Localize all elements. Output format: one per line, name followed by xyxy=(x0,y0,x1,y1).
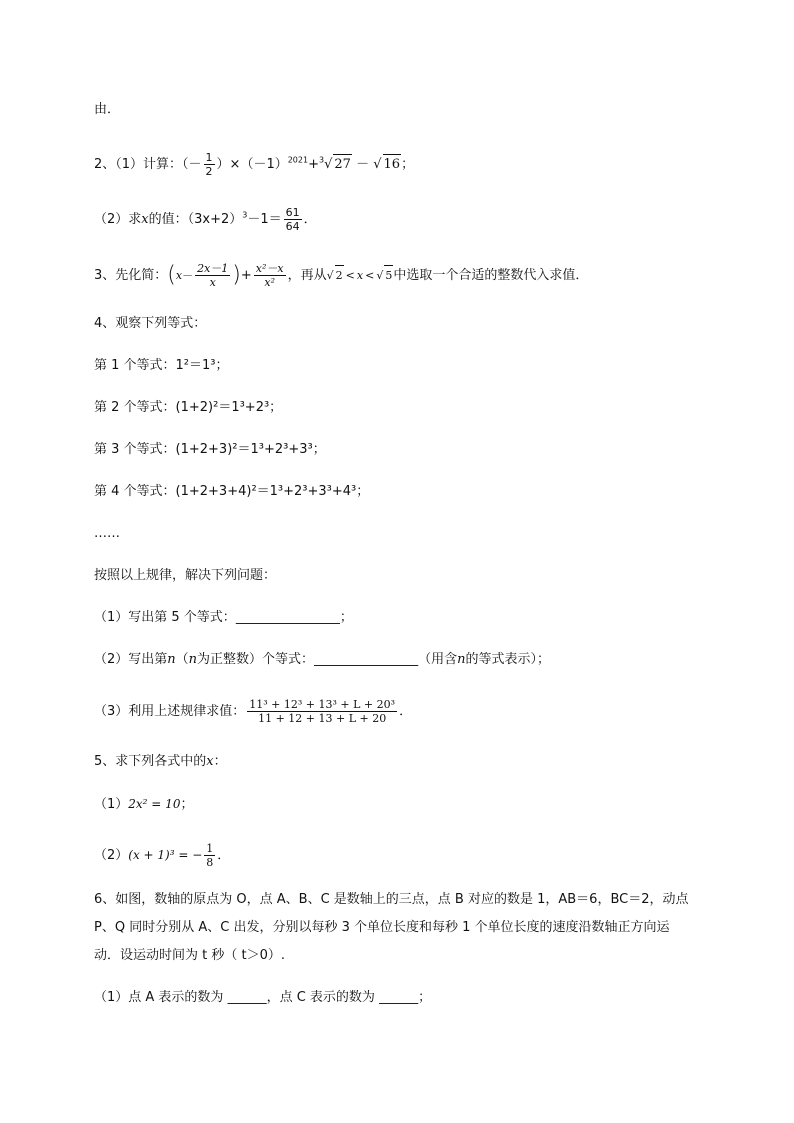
q4-sub2 xyxy=(94,650,550,670)
q4-sub2-mid1: （ xyxy=(175,652,189,667)
q2-part2-end: ． xyxy=(303,212,317,227)
radical-sign-icon: √ xyxy=(373,157,382,172)
cube-root-index: 3 xyxy=(318,155,325,165)
q5-sub2-prefix: （2） xyxy=(94,848,129,863)
q4-sub3-prefix: （3）利用上述规律求值： xyxy=(94,704,246,719)
q5-sub2 xyxy=(94,842,230,869)
q4-instruction: 按照以上规律，解决下列问题： xyxy=(94,568,277,583)
right-paren-icon: ) xyxy=(232,262,241,288)
exponent-3: 3 xyxy=(242,210,248,220)
fraction-denominator: 2 xyxy=(205,165,213,178)
q3-end: 中选取一个合适的整数代入求值． xyxy=(393,268,589,283)
q4-sub3 xyxy=(94,698,412,725)
less-than: < xyxy=(345,269,355,282)
q2-part2-mid: 的值：（3x+2） xyxy=(148,212,243,227)
q6-line-3: 动．设运动时间为 t 秒（ t＞0）. xyxy=(94,948,285,963)
q4-sub2-mid3: （用含 xyxy=(418,652,458,667)
q3-prefix: 3、先化简： xyxy=(94,268,168,283)
q5-sub1 xyxy=(94,794,193,815)
q2-part2 xyxy=(94,206,317,233)
q3-plus: + xyxy=(240,268,252,283)
radical-sign-icon: √ xyxy=(326,269,334,282)
q5-title xyxy=(94,752,227,772)
fraction-denominator: 8 xyxy=(206,856,214,869)
radicand-2: 2 xyxy=(335,265,344,286)
q4-equation-2: 第 2 个等式：(1+2)²＝1³+2³； xyxy=(94,400,283,415)
q5-sub2-lhs: (x + 1)³ = − xyxy=(128,848,203,862)
fraction-denominator: x xyxy=(209,276,216,289)
q5-sub2-end: ． xyxy=(217,848,231,863)
q3-line xyxy=(94,262,588,289)
fraction-one-half xyxy=(204,151,215,178)
q4-title: 4、观察下列等式： xyxy=(94,316,207,331)
q4-sub1-prefix: （1）写出第 5 个等式： xyxy=(94,610,236,625)
q6-sub1 xyxy=(94,988,431,1008)
radical-sign-icon: √ xyxy=(376,269,384,282)
radicand-16: 16 xyxy=(383,154,402,175)
fraction-denominator: 11 + 12 + 13 + L + 20 xyxy=(258,712,387,725)
q2-part2-eq: －1＝ xyxy=(247,212,282,227)
fraction-numerator: 11³ + 12³ + 13³ + L + 20³ xyxy=(249,698,396,711)
q3-mid: ，再从 xyxy=(287,268,327,283)
q3-fraction-2 xyxy=(254,262,286,289)
answer-blank: ________________ xyxy=(314,652,419,667)
q4-sub1-end: ； xyxy=(339,610,353,625)
q4-equation-3: 第 3 个等式：(1+2+3)²＝1³+2³+3³； xyxy=(94,442,326,457)
q4-sub3-fraction xyxy=(247,698,397,725)
plus-sign: + xyxy=(308,157,319,172)
minus-sign: － xyxy=(356,157,370,172)
q4-sub2-prefix: （2）写出第 xyxy=(94,652,168,667)
fraction-numerator: x²－x xyxy=(255,262,284,275)
q4-ellipsis: …… xyxy=(94,526,120,541)
left-paren-icon: ( xyxy=(167,262,176,288)
answer-blank: ________________ xyxy=(235,610,340,625)
q2-part1-end: ； xyxy=(401,157,415,172)
radicand-27: 27 xyxy=(333,154,352,175)
q5-sub1-prefix: （1） xyxy=(94,797,129,812)
prev-question-tail: 由． xyxy=(94,102,121,117)
q6-line-2: P、Q 同时分别从 A、C 出发，分别以每秒 3 个单位长度和每秒 1 个单位长度的速度沿数轴正方向运 xyxy=(94,920,670,935)
radicand-5: 5 xyxy=(384,265,393,286)
exponent-2021: 2021 xyxy=(287,155,309,165)
q2-part1-mid: ）×（－1） xyxy=(216,157,288,172)
q2-part1 xyxy=(94,151,414,178)
fraction-denominator: 64 xyxy=(285,220,300,233)
less-than: < xyxy=(365,269,375,282)
answer-blank: ______ xyxy=(227,990,267,1005)
fraction-61-64 xyxy=(284,206,302,233)
q4-sub3-end: ． xyxy=(399,704,413,719)
variable-n: n xyxy=(188,652,198,667)
variable-n: n xyxy=(167,652,176,667)
q3-inner-x: x xyxy=(175,269,183,282)
q5-title-end: ： xyxy=(213,754,227,769)
q4-sub2-mid2: 为正整数）个等式： xyxy=(197,652,315,667)
q2-part2-prefix: （2）求 xyxy=(94,212,142,227)
variable-x: x xyxy=(141,212,149,227)
q4-sub1 xyxy=(94,608,353,628)
radical-sign-icon: √ xyxy=(324,157,333,172)
q6-sub1-mid: ，点 C 表示的数为 xyxy=(266,990,375,1005)
variable-x: x xyxy=(356,269,364,282)
q4-sub2-end: 的等式表示）； xyxy=(465,652,550,667)
q3-minus: － xyxy=(182,269,194,282)
fraction-numerator: 2x－1 xyxy=(197,262,229,275)
q5-sub1-end: ； xyxy=(180,797,194,812)
q4-equation-1: 第 1 个等式：1²＝1³； xyxy=(94,358,229,373)
q6-sub1-end: ； xyxy=(418,990,432,1005)
fraction-numerator: 1 xyxy=(205,151,213,164)
answer-blank: ______ xyxy=(379,990,419,1005)
variable-x: x xyxy=(206,754,214,769)
q6-sub1-prefix: （1）点 A 表示的数为 xyxy=(94,990,224,1005)
fraction-numerator: 1 xyxy=(206,842,214,855)
fraction-one-eighth xyxy=(204,842,215,869)
q2-part1-prefix: 2、（1）计算：（－ xyxy=(94,157,202,172)
q3-fraction-1 xyxy=(195,262,230,289)
q5-title-prefix: 5、求下列各式中的 xyxy=(94,754,207,769)
q6-line-1: 6、如图，数轴的原点为 O，点 A、B、C 是数轴上的三点，点 B 对应的数是 1，AB＝6，BC＝2，动点 xyxy=(94,892,689,907)
q4-equation-4: 第 4 个等式：(1+2+3+4)²＝1³+2³+3³+4³； xyxy=(94,484,370,499)
fraction-numerator: 61 xyxy=(285,206,300,219)
fraction-denominator: x² xyxy=(264,276,276,289)
variable-n: n xyxy=(457,652,466,667)
q5-sub1-equation: 2x² = 10 xyxy=(128,797,181,811)
